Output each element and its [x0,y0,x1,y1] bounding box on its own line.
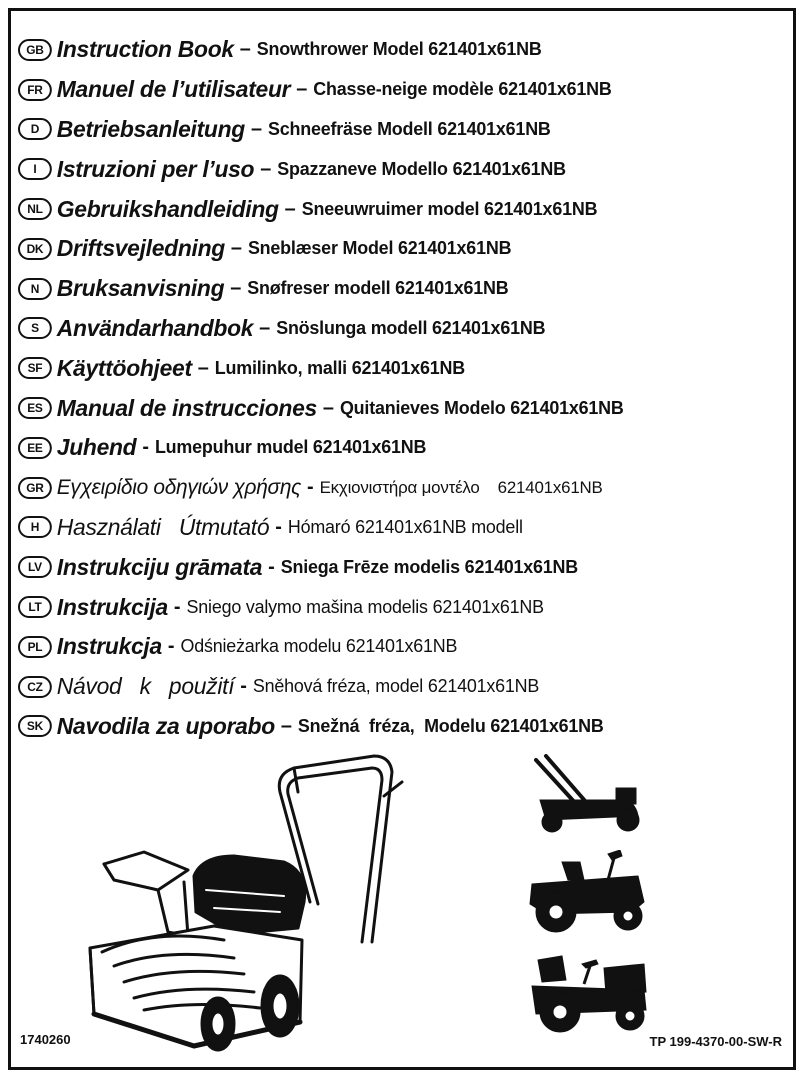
model-description: Lumilinko, malli 621401x61NB [214,357,466,378]
language-code-badge: PL [18,636,52,658]
separator: – [250,117,263,140]
model-description: Quitanieves Modelo 621401x61NB [339,397,624,418]
language-line-gb [18,30,784,70]
language-line-sf [18,348,784,388]
language-code-badge: FR [18,79,52,101]
language-code-badge: GR [18,477,52,499]
separator: - [167,635,175,658]
language-list [18,30,788,746]
snowthrower-illustration [84,752,414,1052]
manual-title: Bruksanvisning [56,275,225,302]
language-line-i [18,149,784,189]
separator: – [230,237,242,260]
language-line-fr [18,70,784,110]
manual-title: Manuel de l’utilisateur [56,76,291,103]
separator: - [240,675,247,698]
manual-title: Használati Útmutató [56,513,270,540]
language-code-badge: SF [18,357,52,379]
language-line-nl [18,189,784,229]
manual-title: Instruction Book [56,36,234,63]
manual-title: Betriebsanleitung [56,115,245,142]
model-description: Lumepuhur mudel 621401x61NB [154,437,427,458]
language-code-badge: H [18,516,52,538]
model-description: Εκχιονιστήρα μοντέλο 621401x61NB [319,477,603,497]
manual-title: Návod k použití [56,673,235,700]
language-code-badge: D [18,118,52,140]
separator: – [260,157,272,180]
model-description: Snowthrower Model 621401x61NB [256,39,542,60]
model-description: Spazzaneve Modello 621401x61NB [277,158,566,179]
manual-title: Instrukcija [56,593,168,620]
language-code-badge: S [18,317,52,339]
separator: - [275,515,282,538]
language-line-pl [18,627,784,667]
manual-title: Gebruikshandleiding [56,195,279,222]
language-line-es [18,388,784,428]
language-line-n [18,269,784,309]
manual-title: Istruzioni per l’uso [56,155,255,182]
language-line-s [18,309,784,349]
part-number: TP 199-4370-00-SW-R [649,1034,782,1049]
model-description: Sneblæser Model 621401x61NB [247,238,512,259]
manual-title: Juhend [56,434,137,461]
language-line-dk [18,229,784,269]
separator: – [284,197,296,220]
separator: – [280,714,292,737]
language-line-ee [18,428,784,468]
language-code-badge: ES [18,397,52,419]
model-description: Hómaró 621401x61NB modell [287,516,523,537]
manual-title: Användarhandbok [56,314,254,341]
manual-title: Driftsvejledning [56,235,225,262]
garden-tractor-icon [528,950,650,1036]
language-line-h [18,508,784,548]
manual-title: Käyttöohjeet [56,354,192,381]
language-line-lt [18,587,784,627]
model-description: Snežná fréza, Modelu 621401x61NB [297,715,604,736]
separator: – [259,316,271,339]
model-description: Sneeuwruimer model 621401x61NB [301,198,598,219]
document-number: 1740260 [20,1032,71,1047]
language-line-lv [18,547,784,587]
separator: - [268,555,275,578]
manual-title: Instrukcja [56,633,162,660]
separator: - [306,476,314,499]
model-description: Sniega Frēze modelis 621401x61NB [280,556,578,577]
manual-title: Manual de instrucciones [56,394,317,421]
separator: – [230,277,242,300]
language-code-badge: NL [18,198,52,220]
language-line-cz [18,667,784,707]
manual-title: Navodila za uporabo [56,712,275,739]
separator: – [239,38,251,61]
lawn-tractor-icon [528,850,648,934]
language-code-badge: N [18,278,52,300]
language-code-badge: CZ [18,676,52,698]
model-description: Chasse-neige modèle 621401x61NB [313,79,612,100]
language-code-badge: I [18,158,52,180]
language-line-sk [18,707,784,747]
separator: - [173,595,181,618]
language-code-badge: SK [18,715,52,737]
language-line-gr [18,468,784,508]
separator: – [197,356,209,379]
language-code-badge: EE [18,437,52,459]
language-code-badge: DK [18,238,52,260]
model-description: Snöslunga modell 621401x61NB [276,317,546,338]
push-mower-icon [532,754,648,834]
model-description: Sněhová fréza, model 621401x61NB [252,676,540,697]
model-description: Snøfreser modell 621401x61NB [247,278,509,299]
separator: - [142,436,149,459]
manual-title: Instrukciju grāmata [56,553,263,580]
model-description: Sniego valymo mašina modelis 621401x61NB [186,596,544,617]
language-code-badge: GB [18,39,52,61]
language-line-d [18,110,784,150]
separator: – [322,396,334,419]
manual-title: Εγχειρίδιο οδηγιών χρήσης [56,475,301,499]
model-description: Schneefräse Modell 621401x61NB [267,118,551,139]
model-description: Odśnieżarka modelu 621401x61NB [180,636,458,657]
language-code-badge: LV [18,556,52,578]
language-code-badge: LT [18,596,52,618]
separator: – [296,78,308,101]
